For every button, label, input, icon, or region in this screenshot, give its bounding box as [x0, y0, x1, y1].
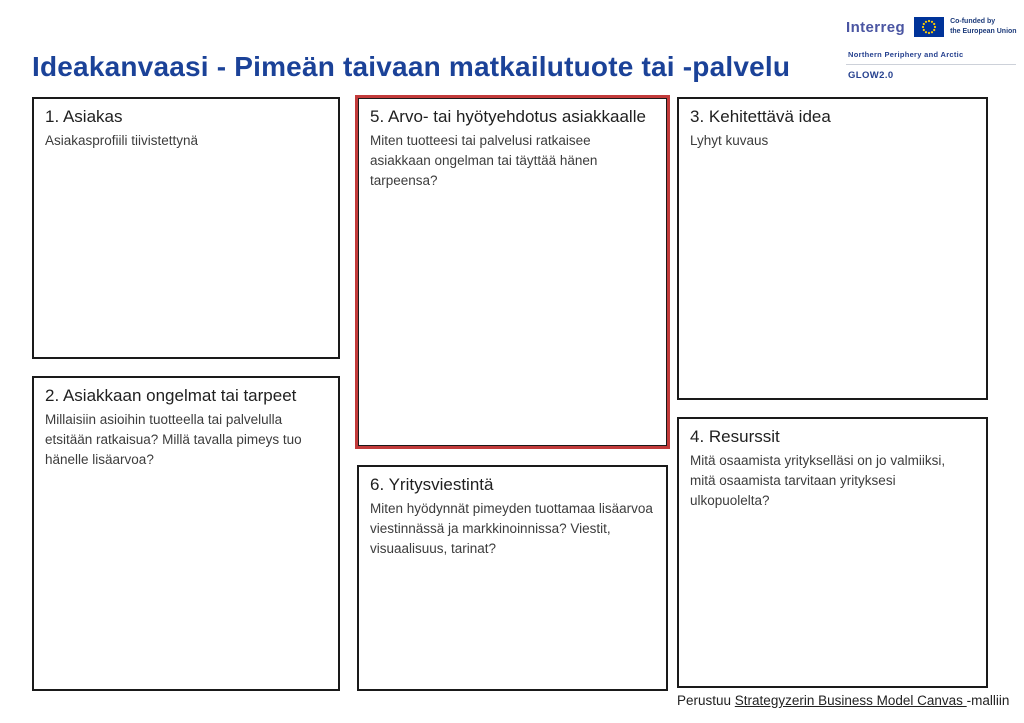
page-title: Ideakanvaasi - Pimeän taivaan matkailutuote tai -palvelu [32, 51, 791, 82]
attribution [677, 693, 1009, 708]
box-description-arvoehdotus: Miten tuotteesi tai palvelusi ratkaisee asiakkaan ongelman tai täyttää hänen tarpeensa? [370, 132, 598, 189]
box-heading-arvoehdotus: 5. Arvo- tai hyötyehdotus asiakkaalle [370, 107, 646, 126]
box-heading-yritysviestinta: 6. Yritysviestintä [370, 475, 494, 494]
box-description-kehitettava-idea: Lyhyt kuvaus [690, 132, 769, 148]
attribution-suffix: -malliin [966, 693, 1010, 708]
canvas-box-arvoehdotus [358, 98, 667, 446]
interreg-wordmark: Interreg [846, 18, 906, 36]
canvas-box-yritysviestinta [357, 465, 668, 691]
programme-label: Northern Periphery and Arctic [848, 50, 964, 59]
box-heading-kehitettava-idea: 3. Kehitettävä idea [690, 107, 831, 126]
canvas-box-ongelmat [32, 376, 340, 691]
box-heading-asiakas: 1. Asiakas [45, 107, 123, 126]
box-description-asiakas: Asiakasprofiili tiivistettynä [45, 132, 199, 148]
canvas-box-kehitettava-idea [677, 97, 988, 400]
box-description-resurssit: Mitä osaamista yritykselläsi on jo valmiiksi, mitä osaamista tarvitaan yrityksesi ulkopuolelta? [690, 452, 946, 509]
project-label: GLOW2.0 [848, 70, 894, 81]
attribution-prefix: Perustuu [677, 693, 735, 708]
box-description-yritysviestinta: Miten hyödynnät pimeyden tuottamaa lisäarvoa viestinnässä ja markkinoinnissa? Viestit, visuaalisuus, tarinat? [370, 500, 653, 557]
cofunded-label [950, 17, 1017, 37]
strategyzer-link[interactable]: Strategyzerin Business Model Canvas [734, 693, 967, 708]
box-heading-ongelmat: 2. Asiakkaan ongelmat tai tarpeet [45, 386, 297, 405]
eu-flag-icon [914, 17, 944, 37]
box-description-ongelmat: Millaisiin asioihin tuotteella tai palvelulla etsitään ratkaisua? Millä tavalla pimeys tuo hänelle lisäarvoa? [45, 411, 302, 468]
box-heading-resurssit: 4. Resurssit [690, 427, 780, 446]
logo-divider [846, 64, 1016, 65]
logo-row [846, 17, 1017, 37]
canvas-box-resurssit [677, 417, 988, 688]
cofunded-line2: the European Union [950, 28, 1017, 36]
cofunded-line1: Co-funded by [950, 18, 996, 25]
canvas-box-asiakas [32, 97, 340, 359]
interreg-logo-block [846, 17, 1022, 85]
